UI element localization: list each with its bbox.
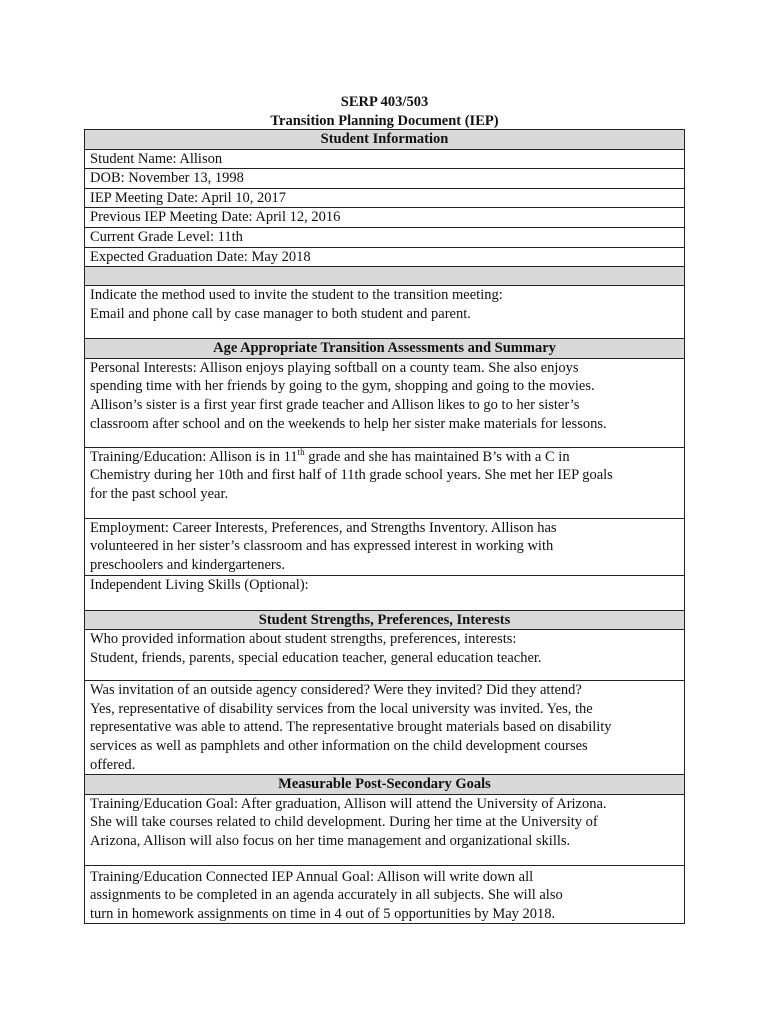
personal-interests-line: Personal Interests: Allison enjoys playing softball on a county team. She also enjoys (90, 359, 579, 376)
info-providers-line: Student, friends, parents, special education teacher, general education teacher. (90, 649, 542, 666)
outside-agency-line: representative was able to attend. The representative brought materials based on disability (90, 719, 612, 736)
annual-goal-line: turn in homework assignments on time in 4 out of 5 opportunities by May 2018. (90, 905, 556, 922)
training-education-cell (85, 447, 685, 518)
annual-goal-cell (85, 865, 685, 924)
independent-living-cell: Independent Living Skills (Optional): (85, 575, 685, 610)
personal-interests-line: spending time with her friends by going to the gym, shopping and going to the movies. (90, 378, 595, 395)
previous-iep-meeting-date: Previous IEP Meeting Date: April 12, 2016 (85, 208, 685, 228)
employment-cell (85, 518, 685, 575)
document-header (84, 93, 685, 131)
training-education-line (90, 448, 679, 467)
training-goal-line: Arizona, Allison will also focus on her time management and organizational skills. (90, 832, 571, 849)
training-goal-line: She will take courses related to child development. During her time at the University of (90, 814, 598, 831)
training-education-line: for the past school year. (90, 485, 229, 502)
personal-interests-cell (85, 358, 685, 447)
info-providers-line: Who provided information about student strengths, preferences, interests: (90, 631, 517, 648)
section-assessments-summary: Age Appropriate Transition Assessments and Summary (85, 339, 685, 359)
employment-line: preschoolers and kindergarteners. (90, 556, 286, 573)
document-title: Transition Planning Document (IEP) (270, 113, 499, 129)
personal-interests-line: Allison’s sister is a first year first grade teacher and Allison likes to go to her sister’s (90, 396, 580, 413)
info-providers-cell (85, 630, 685, 681)
employment-line: volunteered in her sister’s classroom and has expressed interest in working with (90, 538, 554, 555)
invite-method-cell (85, 286, 685, 339)
section-student-information: Student Information (85, 130, 685, 150)
annual-goal-line: Training/Education Connected IEP Annual Goal: Allison will write down all (90, 868, 534, 885)
invite-prompt: Indicate the method used to invite the student to the transition meeting: (90, 287, 503, 304)
training-goal-line: Training/Education Goal: After graduation, Allison will attend the University of Arizona. (90, 795, 607, 812)
student-name: Student Name: Allison (85, 149, 685, 169)
student-dob: DOB: November 13, 1998 (85, 169, 685, 189)
training-text-start: Training/Education: Allison is in 11 (90, 448, 298, 465)
outside-agency-line: services as well as pamphlets and other information on the child development courses (90, 737, 588, 754)
training-text-end: grade and she has maintained B’s with a C in (304, 448, 570, 465)
outside-agency-cell (85, 681, 685, 775)
expected-graduation-date: Expected Graduation Date: May 2018 (85, 247, 685, 267)
personal-interests-line: classroom after school and on the weekends to help her sister make materials for lessons. (90, 415, 607, 432)
iep-meeting-date: IEP Meeting Date: April 10, 2017 (85, 188, 685, 208)
blank-separator-row (85, 267, 685, 286)
transition-plan-table (84, 129, 685, 924)
invite-answer: Email and phone call by case manager to both student and parent. (90, 305, 471, 322)
current-grade-level: Current Grade Level: 11th (85, 227, 685, 247)
course-code: SERP 403/503 (340, 94, 429, 110)
outside-agency-line: Was invitation of an outside agency considered? Were they invited? Did they attend? (90, 682, 582, 699)
outside-agency-line: offered. (90, 756, 136, 773)
training-superscript: th (297, 446, 305, 457)
outside-agency-line: Yes, representative of disability services from the local university was invited. Yes, the (90, 700, 593, 717)
employment-line: Employment: Career Interests, Preferences, and Strengths Inventory. Allison has (90, 519, 557, 536)
training-goal-cell (85, 794, 685, 865)
section-strengths-preferences: Student Strengths, Preferences, Interests (85, 610, 685, 630)
training-education-line: Chemistry during her 10th and first half of 11th grade school years. She met her IEP goals (90, 467, 613, 484)
annual-goal-line: assignments to be completed in an agenda accurately in all subjects. She will also (90, 887, 563, 904)
section-post-secondary-goals: Measurable Post-Secondary Goals (85, 775, 685, 795)
